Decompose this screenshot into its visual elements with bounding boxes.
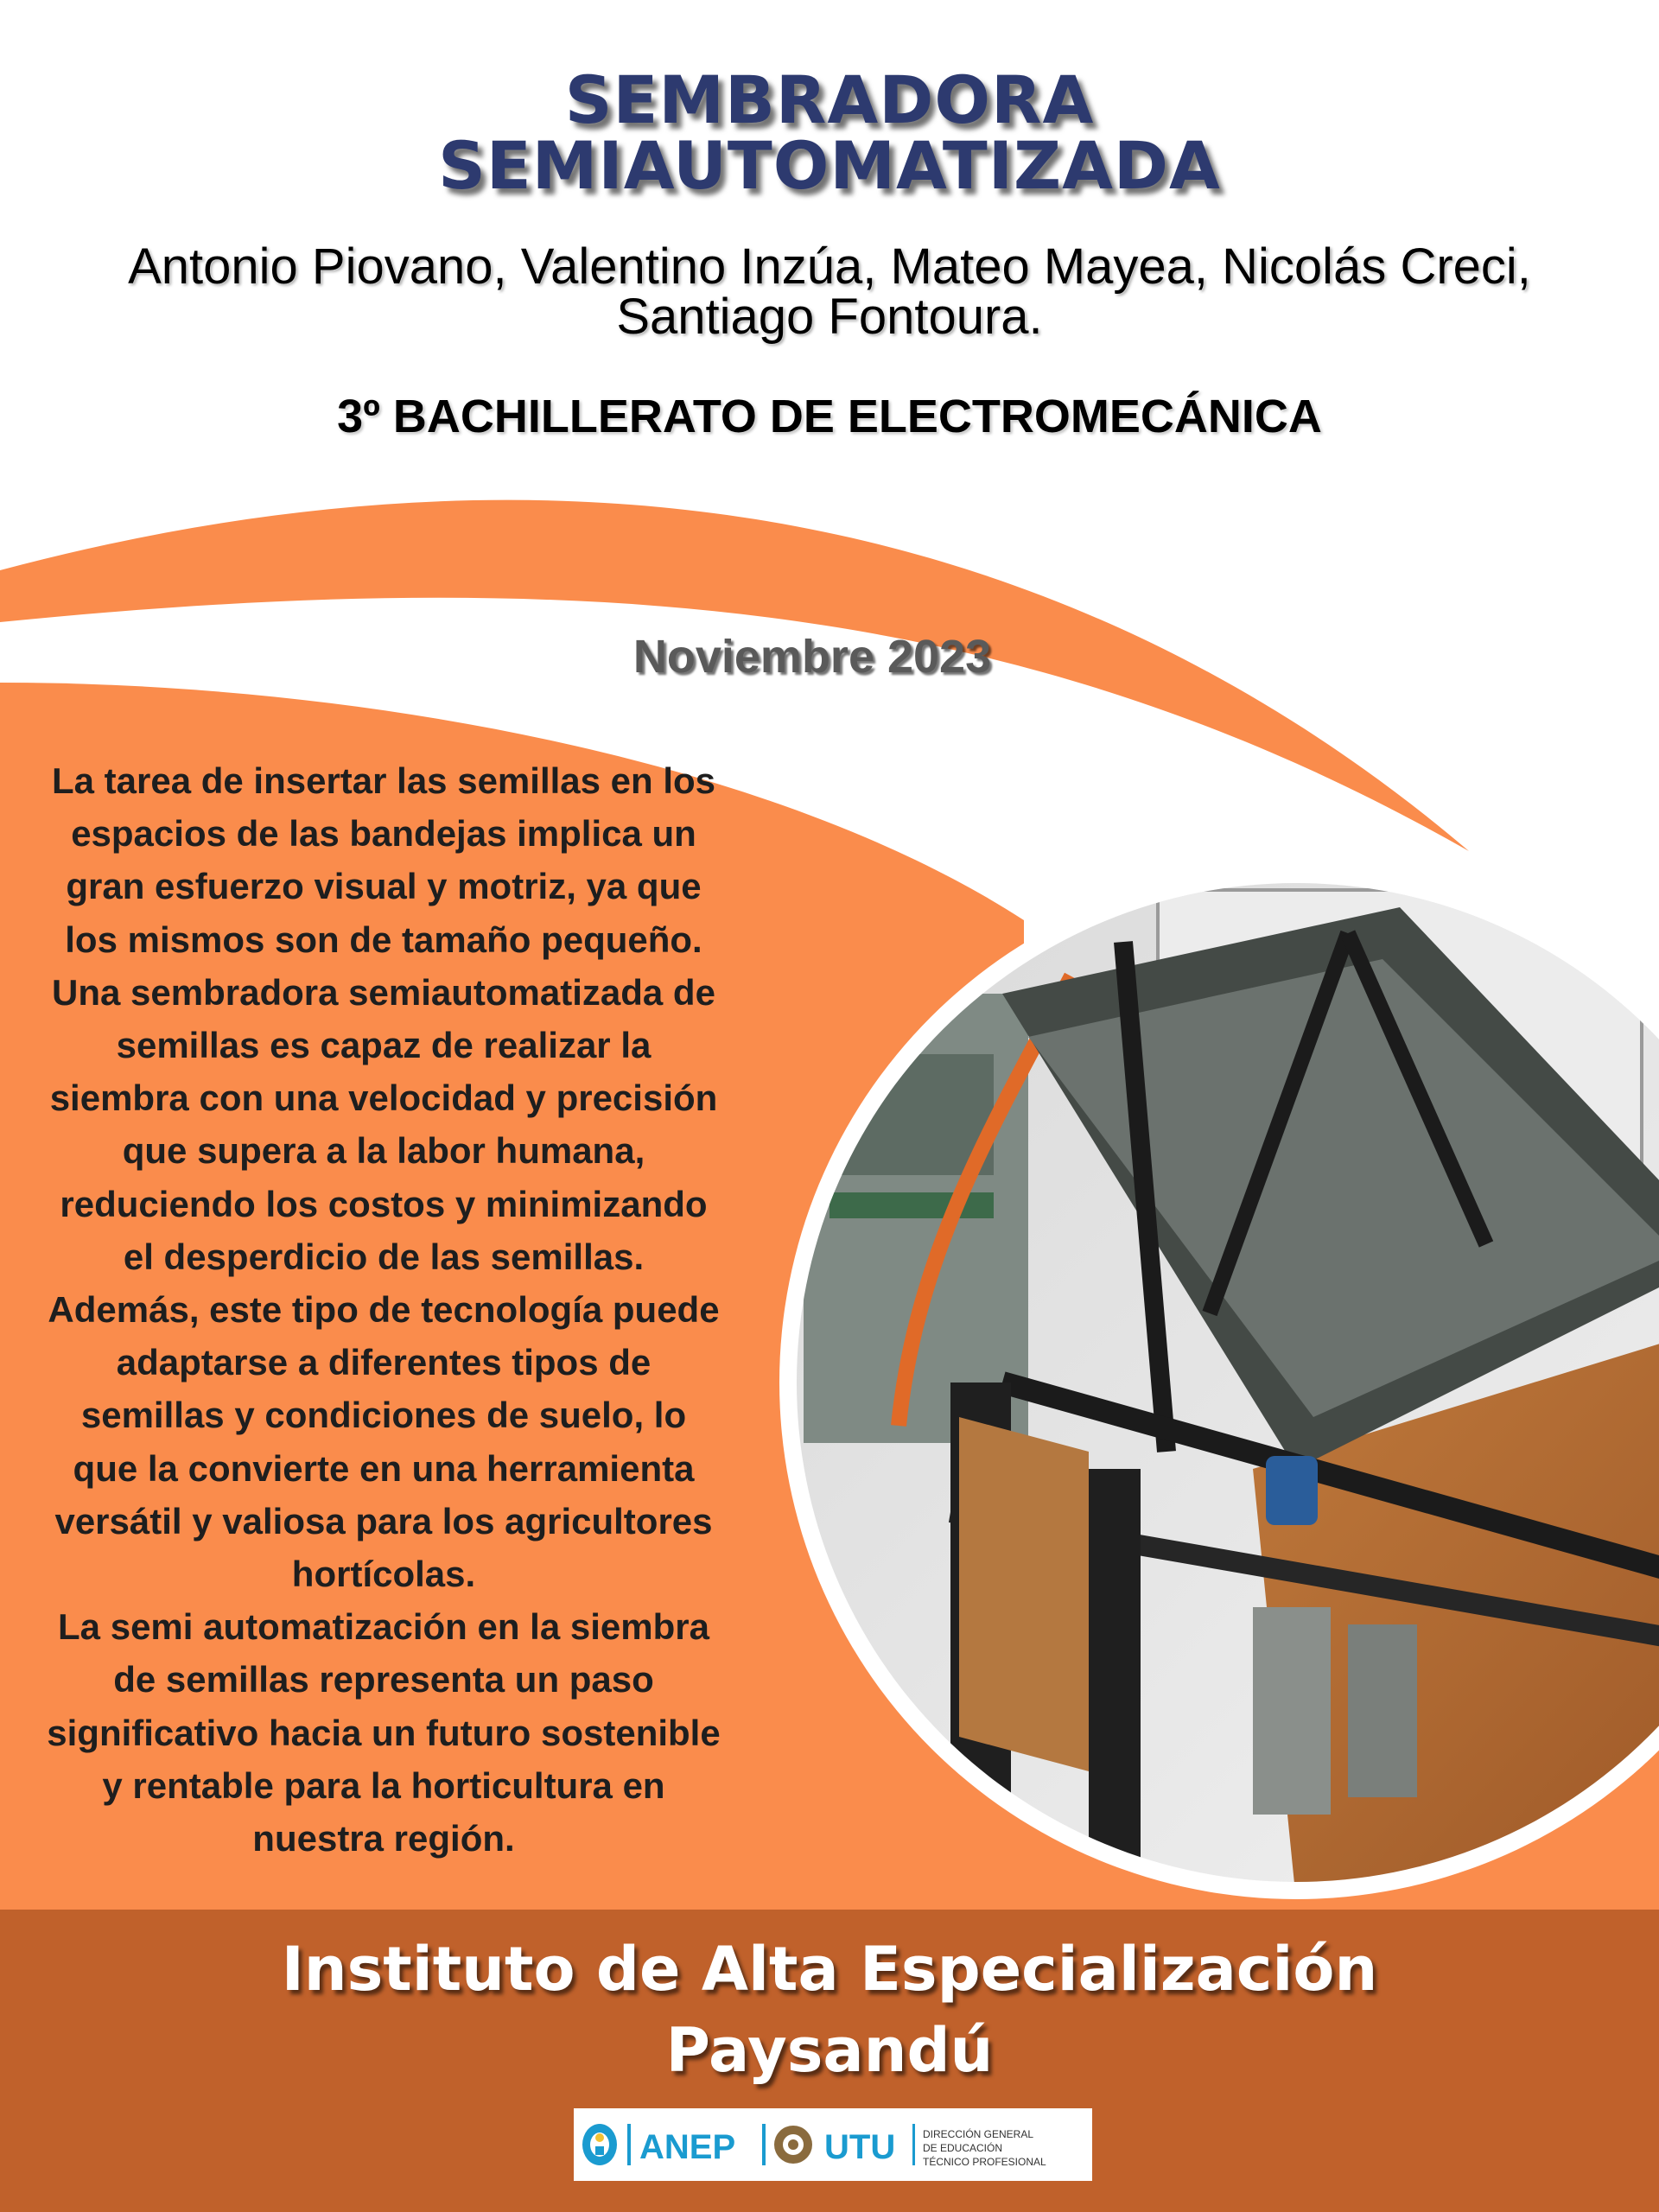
institutional-logos — [574, 2108, 1092, 2181]
body-paragraph — [3, 754, 764, 1865]
body-line: reduciendo los costos y minimizando — [60, 1183, 708, 1224]
body-line: versátil y valiosa para los agricultores — [54, 1500, 713, 1541]
coat-of-arms-icon — [582, 2124, 617, 2165]
dgetp-line-3: TÉCNICO PROFESIONAL — [923, 2156, 1046, 2168]
institute-line-2: Paysandú — [665, 2015, 994, 2086]
body-line: que supera a la labor humana, — [122, 1130, 645, 1172]
gear-emblem-icon — [774, 2126, 812, 2164]
anep-logo-text: ANEP — [639, 2128, 736, 2166]
body-line: nuestra región. — [252, 1818, 515, 1859]
body-line: los mismos son de tamaño pequeño. — [65, 918, 702, 960]
dgetp-line-1: DIRECCIÓN GENERAL — [923, 2128, 1034, 2140]
body-line: siembra con una velocidad y precisión — [49, 1077, 718, 1119]
title-line-1: SEMBRADORA — [564, 61, 1095, 138]
utu-logo-text: UTU — [824, 2128, 896, 2166]
body-line: espacios de las bandejas implica un — [71, 813, 696, 855]
institute-name — [0, 1929, 1659, 2091]
poster-title — [0, 61, 1659, 204]
body-line: gran esfuerzo visual y motriz, ya que — [66, 866, 702, 907]
title-line-2: SEMIAUTOMATIZADA — [438, 127, 1221, 204]
dgetp-line-2: DE EDUCACIÓN — [923, 2142, 1003, 2154]
body-line: significativo hacia un futuro sostenible — [47, 1712, 721, 1753]
body-line: adaptarse a diferentes tipos de — [116, 1342, 652, 1383]
body-line: Además, este tipo de tecnología puede — [48, 1289, 720, 1331]
body-line: de semillas representa un paso — [113, 1659, 654, 1700]
course-name: 3º BACHILLERATO DE ELECTROMECÁNICA — [337, 391, 1322, 442]
logos-svg — [574, 2108, 1092, 2181]
date: Noviembre 2023 — [632, 631, 992, 683]
body-line: Una sembradora semiautomatizada de — [52, 971, 715, 1013]
body-line: La semi automatización en la siembra — [58, 1606, 709, 1648]
authors: Antonio Piovano, Valentino Inzúa, Mateo Mayea, Nicolás Creci, Santiago Fontoura. — [128, 238, 1531, 345]
body-line: semillas es capaz de realizar la — [116, 1025, 652, 1066]
institute-line-1: Instituto de Alta Especialización — [281, 1934, 1378, 2005]
body-line: el desperdicio de las semillas. — [123, 1236, 645, 1277]
body-line: La tarea de insertar las semillas en los — [51, 760, 716, 801]
body-line: semillas y condiciones de suelo, lo — [80, 1395, 687, 1436]
body-line: y rentable para la horticultura en — [102, 1764, 665, 1806]
body-line: hortícolas. — [291, 1554, 476, 1595]
body-line: que la convierte en una herramienta — [73, 1447, 695, 1489]
